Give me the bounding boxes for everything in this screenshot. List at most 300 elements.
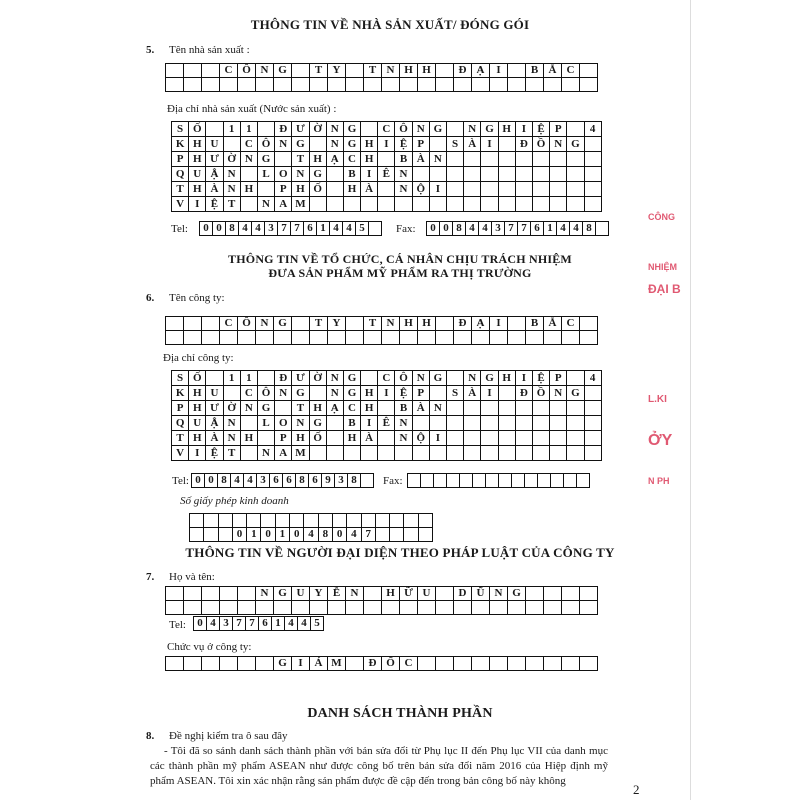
- section-number-8: 8.: [146, 730, 155, 742]
- char-box: 0: [427, 222, 440, 236]
- char-box: N: [382, 317, 400, 331]
- char-box: [533, 401, 550, 416]
- char-box: [580, 64, 598, 78]
- char-box: [219, 528, 233, 542]
- char-box: N: [241, 401, 258, 416]
- char-box: N: [395, 167, 412, 182]
- char-box: [166, 657, 184, 671]
- char-box: [447, 371, 464, 386]
- char-box: [184, 317, 202, 331]
- char-box: C: [378, 371, 395, 386]
- char-box: M: [328, 657, 346, 671]
- char-box: 4: [239, 222, 252, 236]
- char-box: [166, 317, 184, 331]
- char-box: [516, 152, 533, 167]
- char-box: [436, 64, 454, 78]
- char-box: G: [292, 386, 309, 401]
- char-box: N: [464, 371, 481, 386]
- char-box: H: [292, 182, 309, 197]
- page-edge: [690, 0, 691, 800]
- char-box: Ố: [310, 431, 327, 446]
- char-box: T: [224, 197, 241, 212]
- char-box: [184, 657, 202, 671]
- char-box: C: [241, 386, 258, 401]
- char-box: [447, 401, 464, 416]
- char-box: H: [382, 587, 400, 601]
- char-box: O: [275, 416, 292, 431]
- char-box: H: [189, 431, 206, 446]
- char-box: [256, 601, 274, 615]
- company-tel-grid: [191, 473, 374, 488]
- char-box: [550, 182, 567, 197]
- char-box: [382, 601, 400, 615]
- char-box: G: [292, 137, 309, 152]
- char-box: [577, 474, 590, 488]
- char-box: S: [447, 137, 464, 152]
- char-box: [550, 167, 567, 182]
- manufacturer-name-label: Tên nhà sản xuất :: [169, 44, 250, 56]
- char-box: P: [413, 137, 430, 152]
- char-box: Ư: [206, 152, 223, 167]
- char-box: G: [344, 122, 361, 137]
- char-box: [525, 474, 538, 488]
- char-box: 0: [440, 222, 453, 236]
- char-box: G: [274, 587, 292, 601]
- char-box: [327, 446, 344, 461]
- char-box: C: [378, 122, 395, 137]
- char-box: [220, 587, 238, 601]
- char-box: B: [344, 416, 361, 431]
- char-box: [526, 657, 544, 671]
- char-box: H: [418, 317, 436, 331]
- char-box: Ô: [258, 386, 275, 401]
- char-box: H: [292, 431, 309, 446]
- char-box: [258, 371, 275, 386]
- char-box: [328, 331, 346, 345]
- char-box: [585, 182, 602, 197]
- char-box: [219, 514, 233, 528]
- char-box: [551, 474, 564, 488]
- char-box: [486, 474, 499, 488]
- stamp-fragment-2: NHIỆM: [648, 262, 677, 272]
- char-box: [516, 182, 533, 197]
- char-box: [472, 78, 490, 92]
- char-box: P: [172, 401, 189, 416]
- char-box: Y: [328, 317, 346, 331]
- char-box: [499, 474, 512, 488]
- char-box: [202, 657, 220, 671]
- char-box: N: [550, 386, 567, 401]
- char-box: [481, 167, 498, 182]
- char-box: [310, 78, 328, 92]
- char-box: [390, 528, 404, 542]
- company-fax-grid: [407, 473, 590, 488]
- char-box: Ờ: [224, 401, 241, 416]
- char-box: Ạ: [327, 152, 344, 167]
- char-box: [421, 474, 434, 488]
- char-box: A: [275, 197, 292, 212]
- char-box: [274, 78, 292, 92]
- char-box: [241, 446, 258, 461]
- char-box: [585, 167, 602, 182]
- char-box: [378, 197, 395, 212]
- char-box: [206, 122, 223, 137]
- char-box: [585, 416, 602, 431]
- char-box: [404, 528, 418, 542]
- char-box: G: [508, 587, 526, 601]
- char-box: N: [327, 386, 344, 401]
- char-box: [567, 182, 584, 197]
- char-box: Y: [310, 587, 328, 601]
- char-box: 4: [304, 528, 318, 542]
- char-box: 3: [335, 474, 348, 488]
- char-box: [481, 401, 498, 416]
- char-box: 7: [278, 222, 291, 236]
- char-box: V: [172, 446, 189, 461]
- char-box: 1: [276, 528, 290, 542]
- char-box: [190, 528, 204, 542]
- char-box: I: [189, 446, 206, 461]
- char-box: U: [292, 587, 310, 601]
- char-box: [202, 78, 220, 92]
- char-box: [202, 64, 220, 78]
- char-box: G: [310, 416, 327, 431]
- char-box: [499, 197, 516, 212]
- char-box: [567, 122, 584, 137]
- char-box: G: [344, 386, 361, 401]
- char-box: N: [382, 64, 400, 78]
- char-box: [499, 137, 516, 152]
- char-box: [567, 197, 584, 212]
- char-box: T: [172, 431, 189, 446]
- char-box: N: [464, 122, 481, 137]
- char-box: T: [364, 317, 382, 331]
- char-box: Y: [328, 64, 346, 78]
- char-box: N: [430, 401, 447, 416]
- char-box: T: [364, 64, 382, 78]
- char-box: [430, 386, 447, 401]
- char-box: P: [413, 386, 430, 401]
- char-box: [430, 167, 447, 182]
- char-box: [464, 401, 481, 416]
- license-grid: [189, 513, 433, 542]
- char-box: N: [327, 137, 344, 152]
- char-box: [464, 182, 481, 197]
- char-box: N: [550, 137, 567, 152]
- char-box: Đ: [516, 386, 533, 401]
- char-box: Ồ: [533, 137, 550, 152]
- char-box: [490, 331, 508, 345]
- char-box: [241, 167, 258, 182]
- char-box: C: [562, 64, 580, 78]
- char-box: [436, 317, 454, 331]
- char-box: H: [189, 152, 206, 167]
- char-box: [526, 331, 544, 345]
- char-box: [202, 331, 220, 345]
- char-box: H: [361, 401, 378, 416]
- char-box: 3: [257, 474, 270, 488]
- char-box: 0: [213, 222, 226, 236]
- char-box: 4: [244, 474, 257, 488]
- char-box: M: [292, 197, 309, 212]
- char-box: G: [274, 64, 292, 78]
- char-box: [378, 431, 395, 446]
- char-box: [364, 78, 382, 92]
- char-box: H: [189, 386, 206, 401]
- char-box: 0: [261, 528, 275, 542]
- char-box: [490, 78, 508, 92]
- char-box: N: [258, 446, 275, 461]
- char-box: [580, 317, 598, 331]
- manufacturer-heading: THÔNG TIN VỀ NHÀ SẢN XUẤT/ ĐÓNG GÓI: [250, 17, 530, 32]
- char-box: [327, 416, 344, 431]
- char-box: I: [516, 371, 533, 386]
- char-box: 7: [518, 222, 531, 236]
- char-box: [327, 431, 344, 446]
- char-box: I: [292, 657, 310, 671]
- char-box: 1: [224, 371, 241, 386]
- manufacturer-fax-grid: [426, 221, 609, 236]
- char-box: C: [344, 401, 361, 416]
- char-box: 6: [304, 222, 317, 236]
- char-box: [256, 331, 274, 345]
- char-box: S: [172, 122, 189, 137]
- char-box: Ệ: [533, 371, 550, 386]
- char-box: [550, 152, 567, 167]
- char-box: 7: [505, 222, 518, 236]
- char-box: 5: [356, 222, 369, 236]
- char-box: [376, 514, 390, 528]
- char-box: [419, 528, 433, 542]
- char-box: À: [413, 401, 430, 416]
- char-box: [562, 587, 580, 601]
- char-box: [292, 601, 310, 615]
- char-box: 0: [290, 528, 304, 542]
- char-box: [580, 331, 598, 345]
- char-box: U: [206, 137, 223, 152]
- char-box: H: [310, 152, 327, 167]
- char-box: Ờ: [310, 122, 327, 137]
- char-box: [290, 514, 304, 528]
- char-box: H: [418, 64, 436, 78]
- char-box: [472, 657, 490, 671]
- char-box: [464, 197, 481, 212]
- char-box: [275, 401, 292, 416]
- char-box: Đ: [454, 317, 472, 331]
- char-box: Ố: [382, 657, 400, 671]
- char-box: [567, 167, 584, 182]
- char-box: [580, 587, 598, 601]
- char-box: N: [346, 587, 364, 601]
- char-box: T: [310, 64, 328, 78]
- char-box: [533, 416, 550, 431]
- char-box: 8: [348, 474, 361, 488]
- char-box: [508, 331, 526, 345]
- ingredients-intro: Đề nghị kiểm tra ô sau đây: [169, 730, 288, 742]
- char-box: [362, 514, 376, 528]
- char-box: [190, 514, 204, 528]
- char-box: [206, 371, 223, 386]
- char-box: [418, 657, 436, 671]
- char-box: 6: [283, 474, 296, 488]
- char-box: [310, 137, 327, 152]
- char-box: K: [172, 386, 189, 401]
- char-box: [580, 78, 598, 92]
- char-box: [512, 474, 525, 488]
- char-box: À: [206, 431, 223, 446]
- char-box: 8: [453, 222, 466, 236]
- char-box: Ờ: [310, 371, 327, 386]
- char-box: I: [378, 386, 395, 401]
- char-box: Đ: [275, 122, 292, 137]
- char-box: G: [567, 137, 584, 152]
- char-box: L: [258, 167, 275, 182]
- char-box: [533, 197, 550, 212]
- representative-tel-label: Tel:: [169, 619, 186, 631]
- char-box: [585, 446, 602, 461]
- char-box: À: [206, 182, 223, 197]
- char-box: T: [224, 446, 241, 461]
- char-box: [292, 78, 310, 92]
- char-box: [544, 587, 562, 601]
- char-box: [430, 137, 447, 152]
- char-box: I: [490, 64, 508, 78]
- char-box: 7: [291, 222, 304, 236]
- char-box: Ô: [395, 122, 412, 137]
- char-box: [256, 657, 274, 671]
- char-box: [382, 78, 400, 92]
- char-box: L: [258, 416, 275, 431]
- char-box: N: [395, 182, 412, 197]
- char-box: [550, 197, 567, 212]
- char-box: [304, 514, 318, 528]
- char-box: H: [400, 317, 418, 331]
- char-box: [567, 371, 584, 386]
- char-box: G: [430, 371, 447, 386]
- char-box: H: [241, 182, 258, 197]
- char-box: Ờ: [224, 152, 241, 167]
- char-box: [562, 601, 580, 615]
- char-box: N: [256, 587, 274, 601]
- char-box: I: [430, 431, 447, 446]
- char-box: G: [481, 122, 498, 137]
- char-box: [567, 401, 584, 416]
- char-box: N: [224, 182, 241, 197]
- char-box: [430, 416, 447, 431]
- char-box: [364, 331, 382, 345]
- char-box: [499, 386, 516, 401]
- char-box: [276, 514, 290, 528]
- char-box: I: [361, 167, 378, 182]
- char-box: N: [490, 587, 508, 601]
- char-box: C: [400, 657, 418, 671]
- char-box: 4: [466, 222, 479, 236]
- char-box: [346, 317, 364, 331]
- char-box: [526, 587, 544, 601]
- char-box: [447, 416, 464, 431]
- char-box: H: [344, 431, 361, 446]
- char-box: [472, 601, 490, 615]
- char-box: 4: [298, 617, 311, 631]
- char-box: 4: [585, 122, 602, 137]
- char-box: [241, 197, 258, 212]
- char-box: G: [344, 137, 361, 152]
- char-box: Ễ: [328, 587, 346, 601]
- char-box: B: [395, 152, 412, 167]
- char-box: 8: [218, 474, 231, 488]
- char-box: [327, 182, 344, 197]
- char-box: 6: [309, 474, 322, 488]
- char-box: Ắ: [544, 317, 562, 331]
- char-box: C: [220, 64, 238, 78]
- char-box: [447, 152, 464, 167]
- char-box: N: [241, 152, 258, 167]
- char-box: S: [172, 371, 189, 386]
- char-box: N: [430, 152, 447, 167]
- char-box: [526, 601, 544, 615]
- char-box: [361, 197, 378, 212]
- company-name-label: Tên công ty:: [169, 292, 225, 304]
- char-box: [319, 514, 333, 528]
- char-box: N: [256, 64, 274, 78]
- char-box: H: [189, 137, 206, 152]
- char-box: [224, 137, 241, 152]
- char-box: 3: [220, 617, 233, 631]
- char-box: [258, 122, 275, 137]
- char-box: [390, 514, 404, 528]
- char-box: [508, 601, 526, 615]
- char-box: [544, 78, 562, 92]
- char-box: H: [241, 431, 258, 446]
- char-box: [454, 657, 472, 671]
- char-box: G: [274, 657, 292, 671]
- char-box: [567, 152, 584, 167]
- char-box: [400, 601, 418, 615]
- char-box: [361, 122, 378, 137]
- char-box: [533, 152, 550, 167]
- char-box: K: [172, 137, 189, 152]
- char-box: Ạ: [472, 64, 490, 78]
- char-box: Ư: [206, 401, 223, 416]
- char-box: M: [292, 446, 309, 461]
- char-box: [220, 601, 238, 615]
- char-box: N: [327, 122, 344, 137]
- char-box: [447, 197, 464, 212]
- char-box: [481, 416, 498, 431]
- char-box: [261, 514, 275, 528]
- char-box: Q: [172, 416, 189, 431]
- char-box: [516, 431, 533, 446]
- char-box: N: [275, 137, 292, 152]
- char-box: Ố: [310, 182, 327, 197]
- char-box: P: [550, 122, 567, 137]
- char-box: [464, 431, 481, 446]
- company-name-grid: [165, 316, 598, 345]
- char-box: Ê: [378, 167, 395, 182]
- char-box: [378, 182, 395, 197]
- char-box: [508, 317, 526, 331]
- char-box: N: [256, 317, 274, 331]
- char-box: 8: [583, 222, 596, 236]
- char-box: [364, 587, 382, 601]
- company-address-label: Địa chỉ công ty:: [163, 352, 234, 364]
- char-box: [395, 446, 412, 461]
- char-box: [202, 587, 220, 601]
- char-box: Ộ: [413, 182, 430, 197]
- char-box: 8: [226, 222, 239, 236]
- char-box: [562, 331, 580, 345]
- char-box: [220, 331, 238, 345]
